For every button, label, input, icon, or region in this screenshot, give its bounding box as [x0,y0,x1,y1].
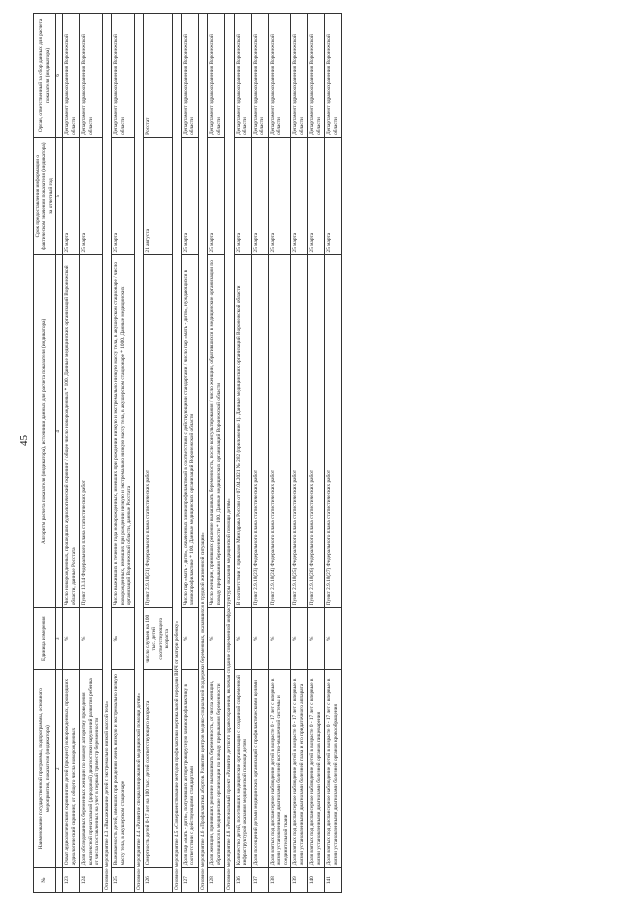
cell-algorithm: Число женщин, принявших решение вынашивать беременность, после консультирования / число женщин, обратившихся в медицинские организации по поводу прерывания беременности * 100. Данные медицинских организаций Воронежской области [208,255,225,608]
cell-term: 25 марта [251,137,268,255]
cell-algorithm: Число пар «мать - дитя», охваченных химиопрофилактикой в соответствии с действующими стандартами / число пар «мать - дитя», нуждающихся в химиопрофилактике * 100. Данные медицинских организаций Воронежской области [182,255,199,608]
cell-organ: Департамент здравоохранения Воронежской области [234,14,251,138]
cell-unit: % [251,608,268,670]
table-row [143,14,172,893]
cell-organ: Департамент здравоохранения Воронежской области [325,14,342,138]
cell-algorithm: Пункт 13.14 Федерального плана статистических работ [80,255,102,608]
cell-name: Доля обследованных беременных женщин по новому алгоритму проведения комплексной пренатальной (дородовой) диагностики нарушений развития ребенка от числа поставленных на учет в первый триместр беременности [80,670,102,868]
cell-name: Доля посещений детьми медицинских организаций с профилактическими целями [251,670,268,868]
table-row [268,14,290,893]
cell-num: 128 [208,868,225,893]
cell-num: 127 [182,868,199,893]
colnum-1 [56,868,63,893]
cell-unit: число случаев на 100 тыс. детей соответствующего возраста [143,608,172,670]
cell-unit: % [182,608,199,670]
cell-organ: Департамент здравоохранения Воронежской области [80,14,102,138]
cell-num: 138 [268,868,290,893]
section-title: Основное мероприятие 4.8 «Региональный проект «Развитие детского здравоохранения, включая создание современной инфраструктуры оказания медицинской помощи детям» [225,14,234,893]
page-number: 45 [18,435,30,446]
colnum-3: 3 [56,608,63,670]
cell-name: Смертность детей 0-17 лет на 100 тыс. детей соответствующего возраста [143,670,172,868]
table-row [325,14,342,893]
cell-name: Доля взятых под диспансерное наблюдение детей в возрасте 0 - 17 лет с впервые в жизни установленными диагнозами болезней органов кровообращения [325,670,342,868]
section-title: Основное мероприятие 4.3 «Выхаживание детей с экстремально низкой массой тела» [102,14,111,893]
cell-num: 125 [112,868,134,893]
cell-num: 140 [308,868,325,893]
header-unit: Единица измерения [34,608,56,670]
table-row [308,14,325,893]
cell-num: 136 [234,868,251,893]
cell-unit: % [234,608,251,670]
cell-unit: % [291,608,308,670]
cell-organ: Департамент здравоохранения Воронежской области [308,14,325,138]
cell-organ: Департамент здравоохранения Воронежской области [112,14,134,138]
cell-organ: Департамент здравоохранения Воронежской области [268,14,290,138]
section-row [225,14,234,893]
section-title: Основное мероприятие 4.6 «Профилактика абортов. Развитие центров медико-социальной поддержки беременных, оказавшихся в трудной жизненной ситуации» [199,14,208,893]
table-body [63,14,342,893]
cell-name: Доля пар «мать - дитя», получивших антиретровирусную химиопрофилактику в соответствии с действующими стандартами [182,670,199,868]
section-title: Основное мероприятие 4.4 «Развитие специализированной медицинской помощи детям» [134,14,143,893]
cell-unit: % [63,608,80,670]
table-header-row [34,14,56,893]
cell-name: Доля взятых под диспансерное наблюдение детей в возрасте 0 - 17 лет с впервые в жизни установленными диагнозами болезней органов пищеварения [308,670,325,868]
cell-term: 25 марта [182,137,199,255]
cell-name: Охват аудиологическим скринингом детей (процент) новорожденных, прошедших аудиологический скрининг, от общего числа новорожденных [63,670,80,868]
section-row [199,14,208,893]
colnum-4: 4 [56,255,63,608]
header-algorithm: Алгоритм расчета показателя (индикатора), источники данных для расчета показателя (индикатора) [34,255,56,608]
cell-unit: % [268,608,290,670]
column-numbers-row [56,14,63,893]
colnum-5: 5 [56,137,63,255]
cell-num: 126 [143,868,172,893]
cell-num: 141 [325,868,342,893]
section-row [134,14,143,893]
cell-name: Доля взятых под диспансерное наблюдение детей в возрасте 0 - 17 лет с впервые в жизни установленными диагнозами болезней костно-мышечной системы и соединительной ткани [268,670,290,868]
cell-num: 139 [291,868,308,893]
cell-term: 25 марта [63,137,80,255]
cell-num: 123 [63,868,80,893]
cell-unit: ‰ [112,608,134,670]
cell-algorithm: Пункт 2.9.18(23) Федерального плана статистических работ [251,255,268,608]
cell-num: 124 [80,868,102,893]
cell-name: Количество детей, посетивших медицинские организации с созданной современной инфраструктурой оказания медицинской помощи детям [234,670,251,868]
cell-organ: Департамент здравоохранения Воронежской области [182,14,199,138]
cell-unit: % [325,608,342,670]
cell-term: 25 марта [291,137,308,255]
cell-algorithm: Пункт 2.9.18(26) Федерального плана статистических работ [308,255,325,608]
cell-organ: Департамент здравоохранения Воронежской области [291,14,308,138]
cell-name: Выживаемость детей, имевших при рождении очень низкую и экстремально низкую массу тела, в акушерском стационаре [112,670,134,868]
cell-organ: Росстат [143,14,172,138]
cell-unit: % [80,608,102,670]
table-row [80,14,102,893]
cell-algorithm: Пункт 2.9.18(21) Федерального плана статистических работ [143,255,172,608]
colnum-6: 6 [56,14,63,138]
cell-term: 25 марта [325,137,342,255]
colnum-2: 2 [56,670,63,868]
cell-term: 21 августа [143,137,172,255]
rotated-table-page [33,13,611,893]
cell-term: 25 марта [112,137,134,255]
cell-term: 25 марта [308,137,325,255]
table-row [112,14,134,893]
header-term: Срок предоставления информации о фактическом значении показателя (индикатора) за отчетный год [34,137,56,255]
header-name: Наименование государственной программы, подпрограммы, основного мероприятия, показателя (индикатора) [34,670,56,868]
cell-unit: % [308,608,325,670]
indicators-table [33,13,342,893]
cell-algorithm: Число выживших в течение года новорожденных, имевших при рождении низкую и экстремально низкую массу тела, в акушерском стационаре / число новорожденных, имевших при рождении низкую и экстремально низкую массу тела, в акушерском стационаре * 1000. Данные медицинских организаций Воронежской области, данные Росстата [112,255,134,608]
table-row [182,14,199,893]
cell-algorithm: Пункт 2.9.18(27) Федерального плана статистических работ [325,255,342,608]
section-row [172,14,181,893]
cell-organ: Департамент здравоохранения Воронежской области [208,14,225,138]
cell-algorithm: Пункт 2.9.18(24) Федерального плана статистических работ [268,255,290,608]
header-num: № [34,868,56,893]
table-row [63,14,80,893]
cell-organ: Департамент здравоохранения Воронежской области [251,14,268,138]
cell-term: 25 марта [234,137,251,255]
header-organ: Орган, ответственный за сбор данных для расчета показателя (индикатора) [34,14,56,138]
cell-name: Доля взятых под диспансерное наблюдение детей в возрасте 0 - 17 лет с впервые в жизни установленными диагнозами болезней глаза и его придаточного аппарата [291,670,308,868]
cell-name: Доля женщин, принявших решение вынашивать беременность, от числа женщин, обратившихся в медицинские организации по поводу прерывания беременности [208,670,225,868]
table-row [291,14,308,893]
cell-algorithm: Пункт 2.9.18(25) Федерального плана статистических работ [291,255,308,608]
cell-num: 137 [251,868,268,893]
cell-unit: % [208,608,225,670]
cell-algorithm: В соответствии с приказом Минздрава России от 07.04.2021 № 282 (приложение 1). Данные медицинских организаций Воронежской области [234,255,251,608]
section-title: Основное мероприятие 4.5 «Совершенствование методов профилактики вертикальной передачи ВИЧ от матери ребенку» [172,14,181,893]
section-row [102,14,111,893]
cell-algorithm: Число новорожденных, прошедших аудиологический скрининг / общее число новорожденных * 100. Данные медицинских организаций Воронежской области, данные Росстата [63,255,80,608]
cell-term: 25 марта [80,137,102,255]
table-row [251,14,268,893]
table-row [234,14,251,893]
cell-organ: Департамент здравоохранения Воронежской области [63,14,80,138]
cell-term: 25 марта [208,137,225,255]
table-row [208,14,225,893]
cell-term: 25 марта [268,137,290,255]
